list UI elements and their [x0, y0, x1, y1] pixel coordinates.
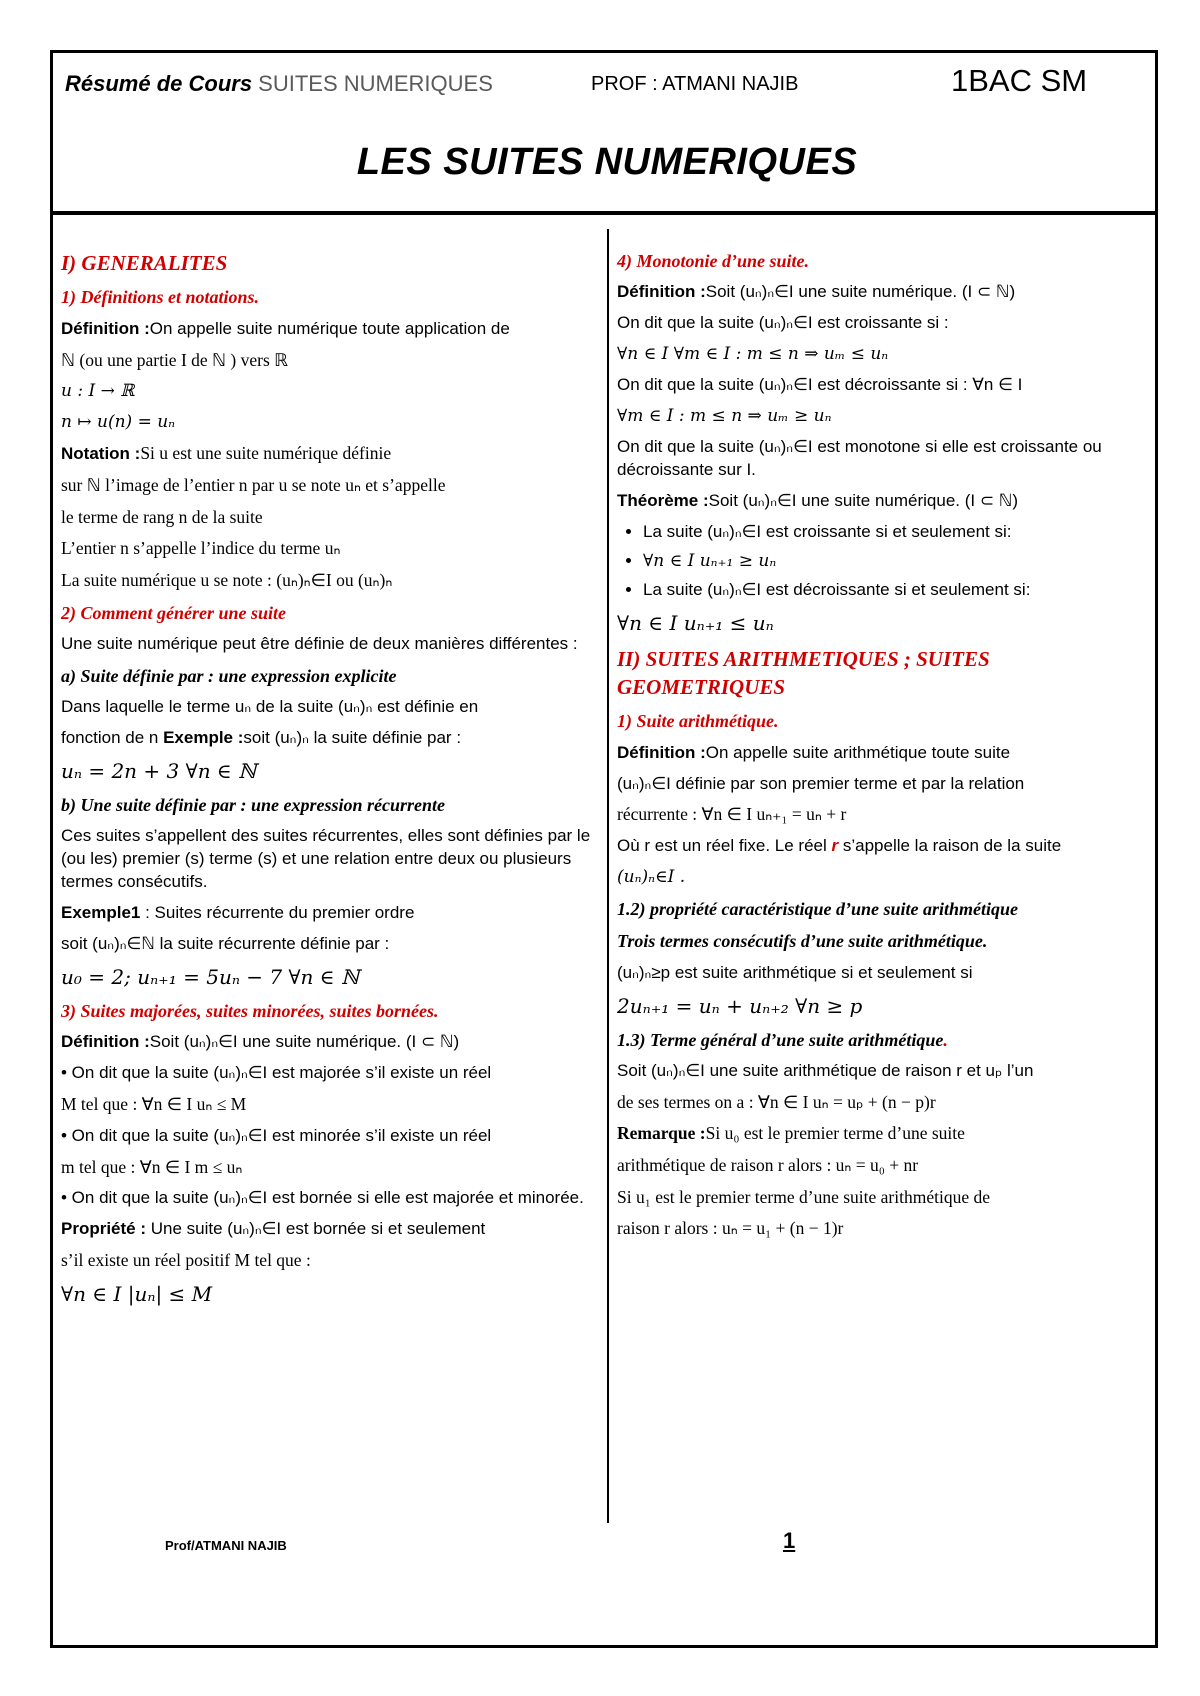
- subsection-generer: 2) Comment générer une suite: [61, 602, 287, 623]
- left-column: [61, 249, 603, 1316]
- header: [53, 53, 1155, 215]
- example1-text-2: soit (uₙ)ₙ∈ℕ la suite récurrente définie par :: [61, 933, 390, 953]
- terme-general-title: [617, 1028, 1153, 1052]
- propriete: [61, 1218, 603, 1241]
- theoreme-list: [617, 521, 1153, 602]
- decroissante-text: On dit que la suite (uₙ)ₙ∈I est décroissante si : ∀n ∈ I: [617, 375, 1023, 395]
- list-item: • La suite (uₙ)ₙ∈I est croissante si et seulement si:: [643, 521, 1153, 544]
- minoree-formula: m tel que : ∀n ∈ I m ≤ uₙ: [61, 1156, 243, 1177]
- example1-formula: u₀ = 2; uₙ₊₁ = 5uₙ − 7 ∀n ∈ ℕ: [61, 964, 360, 989]
- propriete-caracteristique-title: 1.2) propriété caractéristique d’une suite arithmétique: [617, 898, 1018, 919]
- indice-text: L’entier n s’appelle l’indice du terme uₙ: [61, 538, 341, 559]
- terme-general-title-dot: .: [943, 1029, 948, 1050]
- section-generalites: I) GENERALITES: [61, 251, 228, 275]
- mapping-line-1: u : I → ℝ: [61, 381, 135, 402]
- mapping-line-2: n ↦ u(n) = uₙ: [61, 412, 176, 433]
- note-text: La suite numérique u se note : (uₙ)ₙ∈I ou (uₙ)ₙ: [61, 569, 393, 590]
- definition-2: [61, 1031, 603, 1054]
- caracteristique-formula: 2uₙ₊₁ = uₙ + uₙ₊₂ ∀n ≥ p: [617, 993, 863, 1018]
- explicit-text: Dans laquelle le terme uₙ de la suite (uₙ)ₙ est définie en: [61, 697, 479, 717]
- arith-raison-pre: Où r est un réel fixe. Le réel: [617, 836, 832, 856]
- propriete-formula: ∀n ∈ I |uₙ| ≤ M: [61, 1281, 213, 1306]
- subsection-monotonie: 4) Monotonie d’une suite.: [617, 251, 810, 271]
- croissante-formula: ∀n ∈ I ∀m ∈ I : m ≤ n ⇒ uₘ ≤ uₙ: [617, 344, 889, 365]
- right-column: [617, 249, 1153, 1249]
- remarque-text: Si u₀ est le premier terme d’une suite: [705, 1123, 965, 1144]
- terme-general-title-text: 1.3) Terme général d’une suite arithmétique: [617, 1029, 944, 1050]
- terme-general-text: Soit (uₙ)ₙ∈I une suite arithmétique de raison r et uₚ l’un: [617, 1060, 1034, 1080]
- caracteristique-text: (uₙ)ₙ≥p est suite arithmétique si et seulement si: [617, 962, 973, 982]
- footer-author: Prof/ATMANI NAJIB: [165, 1538, 287, 1553]
- arith-definition-3: récurrente : ∀n ∈ I uₙ₊₁ = uₙ + r: [617, 804, 847, 825]
- subsection-bornees: 3) Suites majorées, suites minorées, suites bornées.: [61, 1000, 439, 1021]
- arith-definition: [617, 742, 1153, 765]
- theoreme-text: Soit (uₙ)ₙ∈I une suite numérique. (I ⊂ ℕ): [708, 490, 1019, 510]
- subsection-arithmetique: 1) Suite arithmétique.: [617, 711, 779, 732]
- monotonie-definition: [617, 281, 1153, 304]
- definition-label: Définition :: [61, 318, 150, 338]
- list-item: • ∀n ∈ I uₙ₊₁ ≥ uₙ: [643, 550, 1153, 573]
- bornee-text: • On dit que la suite (uₙ)ₙ∈I est bornée si elle est majorée et minorée.: [61, 1188, 584, 1208]
- croissante-text: On dit que la suite (uₙ)ₙ∈I est croissante si :: [617, 313, 949, 333]
- minoree-text: • On dit que la suite (uₙ)ₙ∈I est minorée s’il existe un réel: [61, 1125, 492, 1145]
- remarque: [617, 1122, 1153, 1146]
- definition-text: On appelle suite numérique toute application de: [149, 318, 510, 338]
- definition-2-label: Définition :: [61, 1032, 150, 1052]
- definition-suite: [61, 318, 603, 341]
- generer-text: Une suite numérique peut être définie de deux manières différentes :: [61, 633, 578, 653]
- remarque-text-3: Si u₁ est le premier terme d’une suite arithmétique de: [617, 1186, 990, 1207]
- arith-definition-2: (uₙ)ₙ∈I définie par son premier terme et par la relation: [617, 773, 1025, 793]
- example1-label: Exemple1: [61, 903, 141, 923]
- explicit-formula: uₙ = 2n + 3 ∀n ∈ ℕ: [61, 758, 257, 783]
- explicit-example-post: soit (uₙ)ₙ la suite définie par :: [243, 727, 462, 747]
- monotonie-definition-text: Soit (uₙ)ₙ∈I une suite numérique. (I ⊂ ℕ): [705, 282, 1016, 302]
- explicit-title: a) Suite définie par : une expression explicite: [61, 665, 397, 686]
- notation-text-3: le terme de rang n de la suite: [61, 506, 263, 527]
- monotone-text: On dit que la suite (uₙ)ₙ∈I est monotone si elle est croissante ou décroissante sur I.: [617, 436, 1102, 479]
- propriete-text-2: s’il existe un réel positif M tel que :: [61, 1250, 311, 1271]
- course-label-topic: SUITES NUMERIQUES: [252, 71, 493, 96]
- majoree-text: • On dit que la suite (uₙ)ₙ∈I est majorée s’il existe un réel: [61, 1063, 492, 1083]
- definition-domain: ℕ (ou une partie I de ℕ ) vers ℝ: [61, 349, 289, 370]
- class-label: 1BAC SM: [951, 63, 1088, 98]
- example1: [61, 902, 603, 925]
- terme-general-formula: de ses termes on a : ∀n ∈ I uₙ = uₚ + (n − p)r: [617, 1091, 936, 1112]
- page-frame: [50, 50, 1158, 1648]
- course-label-bold: Résumé de Cours: [65, 71, 253, 96]
- theoreme-formula: ∀n ∈ I uₙ₊₁ ≤ uₙ: [617, 610, 774, 635]
- section-arithmetiques: II) SUITES ARITHMETIQUES ; SUITES GEOMETRIQUES: [617, 646, 990, 699]
- explicit-example: [61, 727, 603, 750]
- remarque-label: Remarque :: [617, 1123, 706, 1144]
- explicit-example-pre: fonction de n: [61, 727, 164, 747]
- example-label: Exemple :: [163, 727, 244, 747]
- majoree-formula: M tel que : ∀n ∈ I uₙ ≤ M: [61, 1094, 247, 1115]
- monotonie-definition-label: Définition :: [617, 282, 706, 302]
- trois-termes-title: Trois termes consécutifs d’une suite arithmétique.: [617, 931, 988, 952]
- propriete-text: Une suite (uₙ)ₙ∈I est bornée si et seulement: [146, 1219, 486, 1239]
- notation-text-2: sur ℕ l’image de l’entier n par u se note uₙ et s’appelle: [61, 475, 446, 496]
- notation-text: Si u est une suite numérique définie: [140, 443, 392, 464]
- recurrent-text: Ces suites s’appellent des suites récurrentes, elles sont définies par le (ou les) premier (s) terme (s) et une relation entre deux ou plusieurs termes consécutifs.: [61, 826, 591, 892]
- page-number: 1: [783, 1528, 796, 1553]
- decroissante-formula: ∀m ∈ I : m ≤ n ⇒ uₘ ≥ uₙ: [617, 406, 832, 427]
- teacher-label: PROF : ATMANI NAJIB: [591, 73, 799, 95]
- arith-raison: [617, 835, 1153, 858]
- remarque-text-4: raison r alors : uₙ = u₁ + (n − 1)r: [617, 1218, 844, 1239]
- arith-raison-var: r: [831, 836, 839, 856]
- course-label: [65, 71, 493, 97]
- arith-raison-end: (uₙ)ₙ∈I .: [617, 867, 686, 888]
- arith-definition-text: On appelle suite arithmétique toute suite: [705, 742, 1011, 762]
- column-divider: [607, 229, 609, 1523]
- recurrent-title: b) Une suite définie par : une expression récurrente: [61, 794, 445, 815]
- arith-definition-label: Définition :: [617, 742, 706, 762]
- remarque-text-2: arithmétique de raison r alors : uₙ = u₀ + nr: [617, 1154, 919, 1175]
- propriete-label: Propriété :: [61, 1219, 147, 1239]
- list-item: • La suite (uₙ)ₙ∈I est décroissante si et seulement si:: [643, 579, 1153, 602]
- notation-label: Notation :: [61, 444, 141, 464]
- page-title: LES SUITES NUMERIQUES: [356, 141, 858, 183]
- definition-2-text: Soit (uₙ)ₙ∈I une suite numérique. (I ⊂ ℕ): [149, 1032, 460, 1052]
- subsection-definitions: 1) Définitions et notations.: [61, 287, 260, 308]
- notation-paragraph: [61, 442, 603, 466]
- arith-raison-post: s’appelle la raison de la suite: [838, 836, 1062, 856]
- example1-text: : Suites récurrente du premier ordre: [140, 903, 415, 923]
- theoreme: [617, 490, 1153, 513]
- theoreme-label: Théorème :: [617, 490, 709, 510]
